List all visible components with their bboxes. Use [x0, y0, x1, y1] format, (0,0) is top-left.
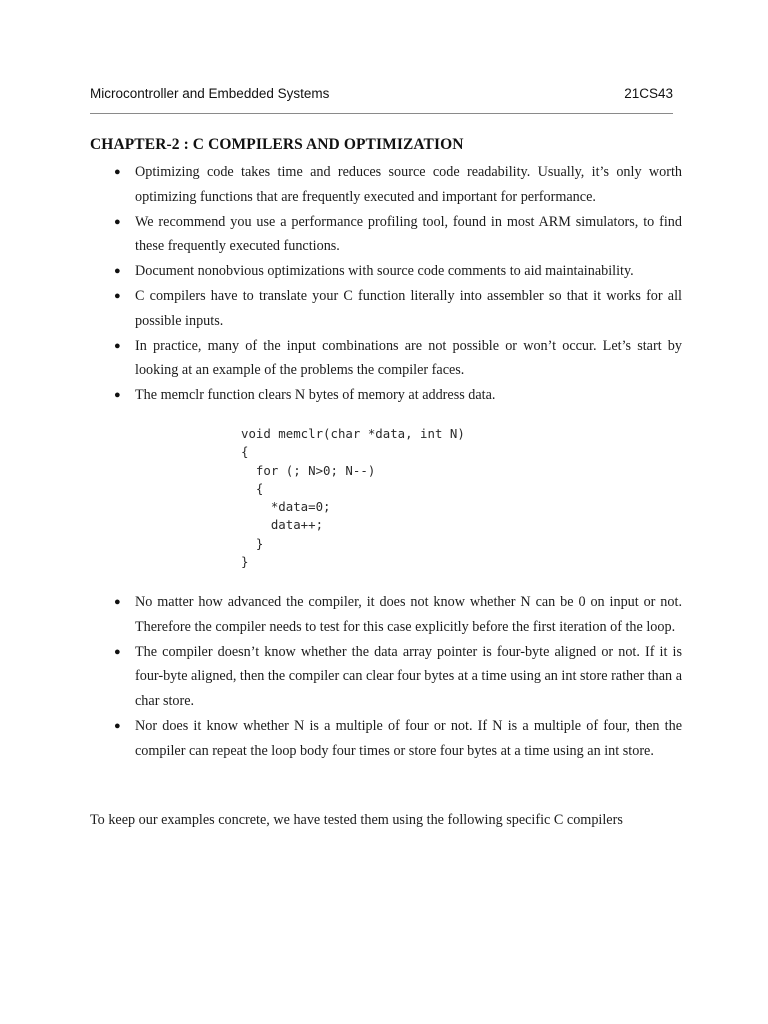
list-item	[90, 160, 682, 210]
course-title: Microcontroller and Embedded Systems	[90, 86, 330, 101]
code-line: *data=0;	[241, 499, 331, 515]
list-item	[90, 284, 682, 334]
code-line: {	[241, 480, 264, 496]
code-line: }	[241, 554, 249, 570]
bullet-dot-icon: ●	[114, 215, 121, 228]
bullet-dot-icon: ●	[114, 265, 121, 278]
list-item	[90, 640, 682, 714]
page-header	[90, 86, 673, 106]
list-item	[90, 590, 682, 640]
list-item	[90, 383, 682, 408]
list-item-text: The compiler doesn’t know whether the data array pointer is four-byte aligned or not. If it is four-byte aligned, then the compiler can clear four bytes at a time using an int store rather than a char store.	[135, 643, 682, 710]
list-item-text: No matter how advanced the compiler, it does not know whether N can be 0 on input or not. Therefore the compiler needs to test for this case explicitly before the first iteration of the loop.	[135, 594, 682, 635]
code-line: void memclr(char *data, int N)	[241, 426, 465, 441]
list-item	[90, 714, 682, 764]
bullet-dot-icon: ●	[114, 339, 121, 352]
list-item-text: The memclr function clears N bytes of memory at address data.	[135, 387, 496, 404]
course-code: 21CS43	[624, 86, 673, 101]
list-item	[90, 259, 682, 284]
list-item-text: In practice, many of the input combinations are not possible or won’t occur. Let’s start by looking at an example of the problems the compiler faces.	[135, 337, 682, 379]
bullet-dot-icon: ●	[114, 645, 121, 658]
bullet-list-intro	[90, 160, 682, 408]
header-divider	[90, 113, 673, 114]
code-line: {	[241, 444, 249, 460]
list-item-text: Document nonobvious optimizations with source code comments to aid maintainability.	[135, 263, 634, 280]
bullet-dot-icon: ●	[114, 389, 121, 402]
list-item-text: C compilers have to translate your C function literally into assembler so that it works for all possible inputs.	[135, 287, 682, 329]
chapter-title: CHAPTER-2 : C COMPILERS AND OPTIMIZATION	[90, 136, 464, 153]
list-item-text: Optimizing code takes time and reduces source code readability. Usually, it’s only worth optimizing functions that are frequently executed and important for performance.	[135, 164, 682, 205]
bullet-dot-icon: ●	[114, 596, 121, 608]
list-item	[90, 210, 682, 260]
list-item	[90, 334, 682, 384]
code-line: }	[241, 535, 264, 551]
list-item-text: Nor does it know whether N is a multiple of four or not. If N is a multiple of four, then the compiler can repeat the loop body four times or store four bytes at a time using an int store.	[135, 717, 682, 759]
bullet-list-analysis	[90, 590, 682, 764]
code-line: data++;	[241, 517, 324, 533]
bullet-dot-icon: ●	[114, 719, 121, 732]
code-block-memclr	[241, 425, 465, 571]
code-line: for (; N>0; N--)	[241, 462, 376, 478]
bullet-dot-icon: ●	[114, 289, 121, 302]
closing-paragraph: To keep our examples concrete, we have tested them using the following specific C compilers	[90, 812, 623, 828]
list-item-text: We recommend you use a performance profiling tool, found in most ARM simulators, to find these frequently executed functions.	[135, 213, 682, 255]
bullet-dot-icon: ●	[114, 166, 121, 178]
